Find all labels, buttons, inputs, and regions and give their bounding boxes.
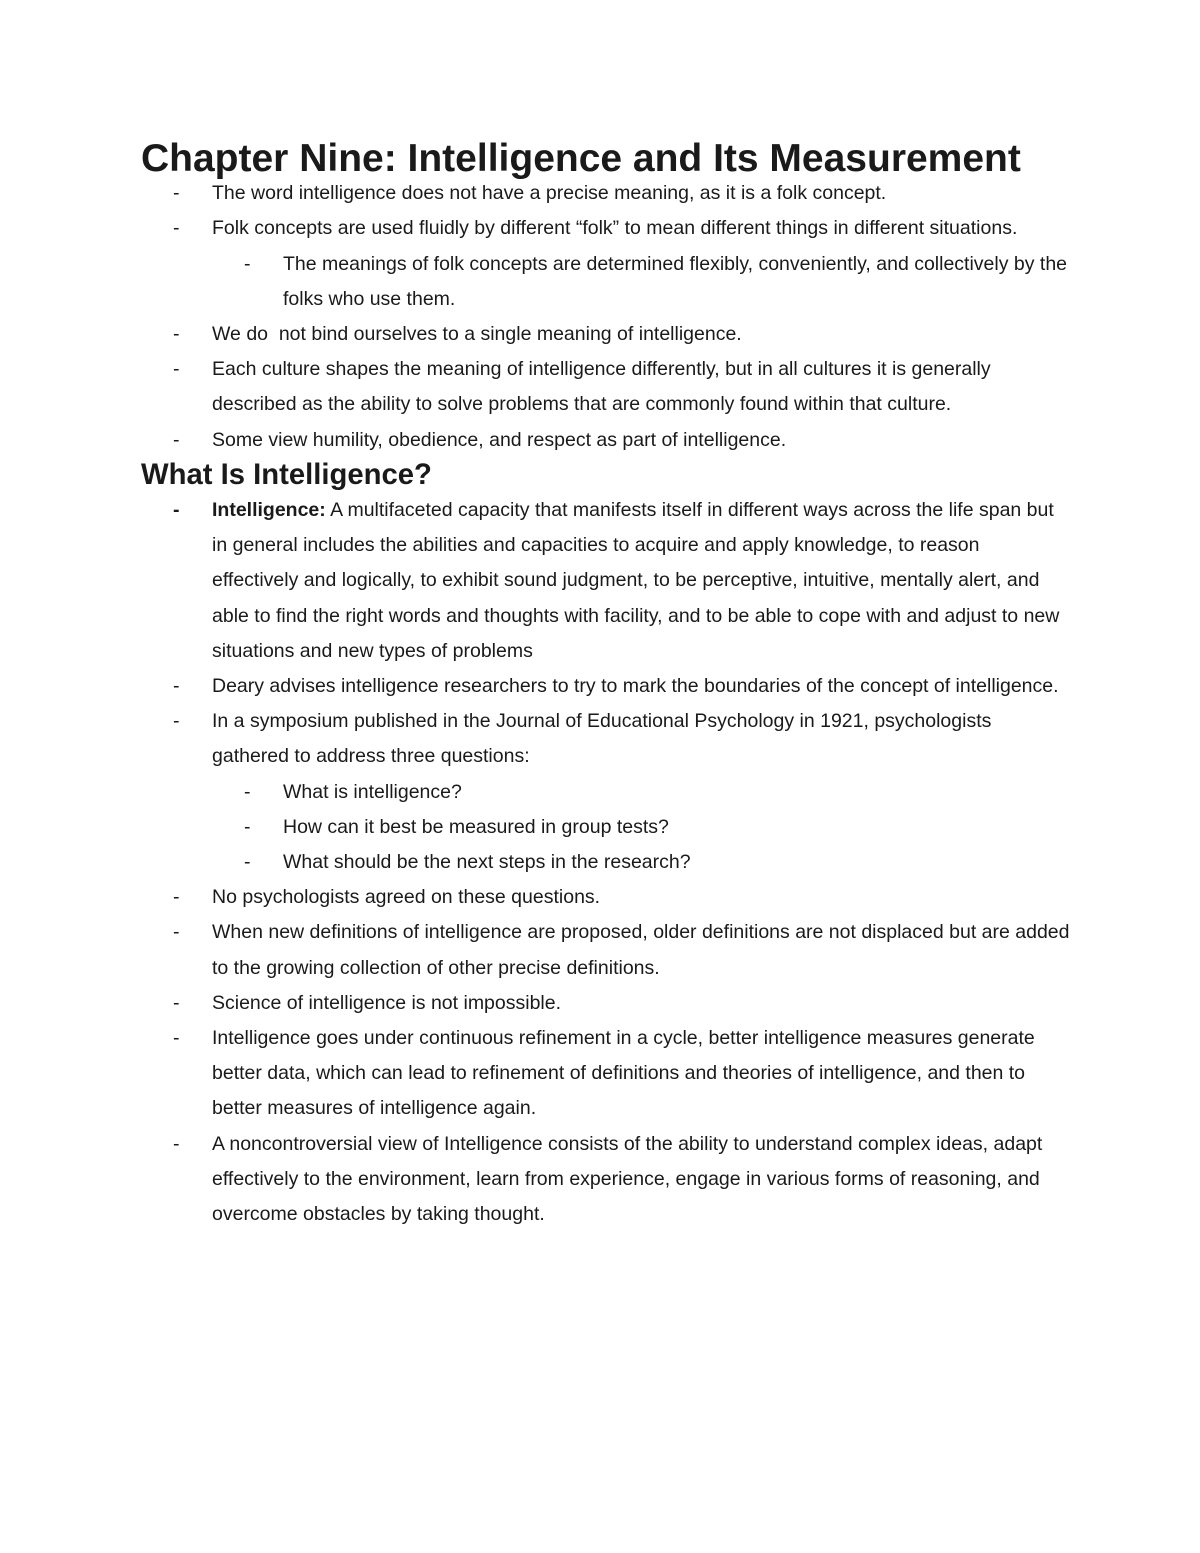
section-heading: What Is Intelligence? — [141, 458, 432, 491]
bullet-item — [141, 317, 1071, 352]
dash-bullet-icon: - — [173, 323, 180, 345]
chapter-heading: Chapter Nine: Intelligence and Its Measurement — [141, 137, 1021, 180]
bullet-text: Deary advises intelligence researchers to try to mark the boundaries of the concept of intelligence. — [212, 675, 1059, 698]
bullet-text: When new definitions of intelligence are proposed, older definitions are not displaced but are added to the growing collection of other precise definitions. — [212, 921, 1070, 979]
sub-bullet-item — [141, 775, 1071, 810]
sub-bullet-text: What should be the next steps in the research? — [283, 851, 691, 874]
bullet-text: Each culture shapes the meaning of intelligence differently, but in all cultures it is generally described as the ability to solve problems that are commonly found within that culture. — [212, 358, 991, 416]
bullet-text: We do not bind ourselves to a single meaning of intelligence. — [212, 323, 742, 345]
bullet-item — [141, 986, 1071, 1021]
dash-bullet-icon: - — [173, 499, 180, 521]
dash-bullet-icon: - — [244, 252, 251, 275]
bullet-text: No psychologists agreed on these questions. — [212, 886, 601, 909]
bullet-list — [141, 493, 1071, 1232]
dash-bullet-icon: - — [173, 991, 180, 1014]
sub-bullet-item — [141, 810, 1071, 845]
definition-term: Intelligence: — [212, 499, 326, 521]
bullet-item — [141, 704, 1071, 880]
dash-bullet-icon: - — [173, 886, 180, 909]
dash-bullet-icon: - — [173, 358, 180, 381]
bullet-text: Science of intelligence is not impossible. — [212, 991, 562, 1014]
dash-bullet-icon: - — [173, 710, 180, 733]
bullet-item — [141, 352, 1071, 422]
sub-bullet-text: How can it best be measured in group tests? — [283, 815, 669, 838]
bullet-item — [141, 176, 1071, 211]
document-body — [141, 137, 1071, 1232]
bullet-list — [141, 176, 1071, 458]
dash-bullet-icon: - — [244, 815, 251, 838]
bullet-text: In a symposium published in the Journal of Educational Psychology in 1921, psychologists gathered to address three questions: — [212, 710, 992, 768]
bullet-item — [141, 493, 1071, 669]
bullet-item — [141, 1021, 1071, 1127]
dash-bullet-icon: - — [173, 1132, 180, 1155]
bullet-text: Folk concepts are used fluidly by different “folk” to mean different things in different situations. — [212, 217, 1018, 240]
bullet-item — [141, 880, 1071, 915]
dash-bullet-icon: - — [173, 921, 180, 944]
bullet-item — [141, 423, 1071, 458]
bullet-text: The word intelligence does not have a precise meaning, as it is a folk concept. — [212, 182, 887, 205]
bullet-text: A noncontroversial view of Intelligence consists of the ability to understand complex ideas, adapt effectively to the environment, learn from experience, engage in various forms of reasoning, and overcome obstacles by taking thought. — [212, 1132, 1043, 1226]
definition-text: A multifaceted capacity that manifests itself in different ways across the life span but in general includes the abilities and capacities to acquire and apply knowledge, to reason effectively and logically, to exhibit sound judgment, to be perceptive, intuitive, mentally alert, and able to find the right words and thoughts with facility, and to be able to cope with and adjust to new situations and new types of problems — [212, 499, 1060, 662]
sub-bullet-list — [212, 247, 1071, 317]
dash-bullet-icon: - — [173, 182, 180, 205]
bullet-text: Some view humility, obedience, and respect as part of intelligence. — [212, 428, 787, 451]
bullet-item — [141, 1127, 1071, 1233]
dash-bullet-icon: - — [173, 217, 180, 240]
sub-bullet-item — [141, 247, 1071, 317]
sub-bullet-item — [141, 845, 1071, 880]
dash-bullet-icon: - — [173, 675, 180, 698]
bullet-text: Intelligence goes under continuous refinement in a cycle, better intelligence measures generate better data, which can lead to refinement of definitions and theories of intelligence, and then to better measures of intelligence again. — [212, 1027, 1035, 1120]
sub-bullet-list — [212, 775, 1071, 881]
dash-bullet-icon: - — [244, 851, 251, 874]
dash-bullet-icon: - — [173, 428, 180, 451]
sub-bullet-text: What is intelligence? — [283, 780, 462, 803]
bullet-item — [141, 211, 1071, 317]
bullet-item — [141, 669, 1071, 704]
bullet-item — [141, 915, 1071, 985]
dash-bullet-icon: - — [173, 1027, 180, 1050]
sub-bullet-text: The meanings of folk concepts are determined flexibly, conveniently, and collectively by the folks who use them. — [283, 252, 1068, 310]
dash-bullet-icon: - — [244, 780, 251, 803]
